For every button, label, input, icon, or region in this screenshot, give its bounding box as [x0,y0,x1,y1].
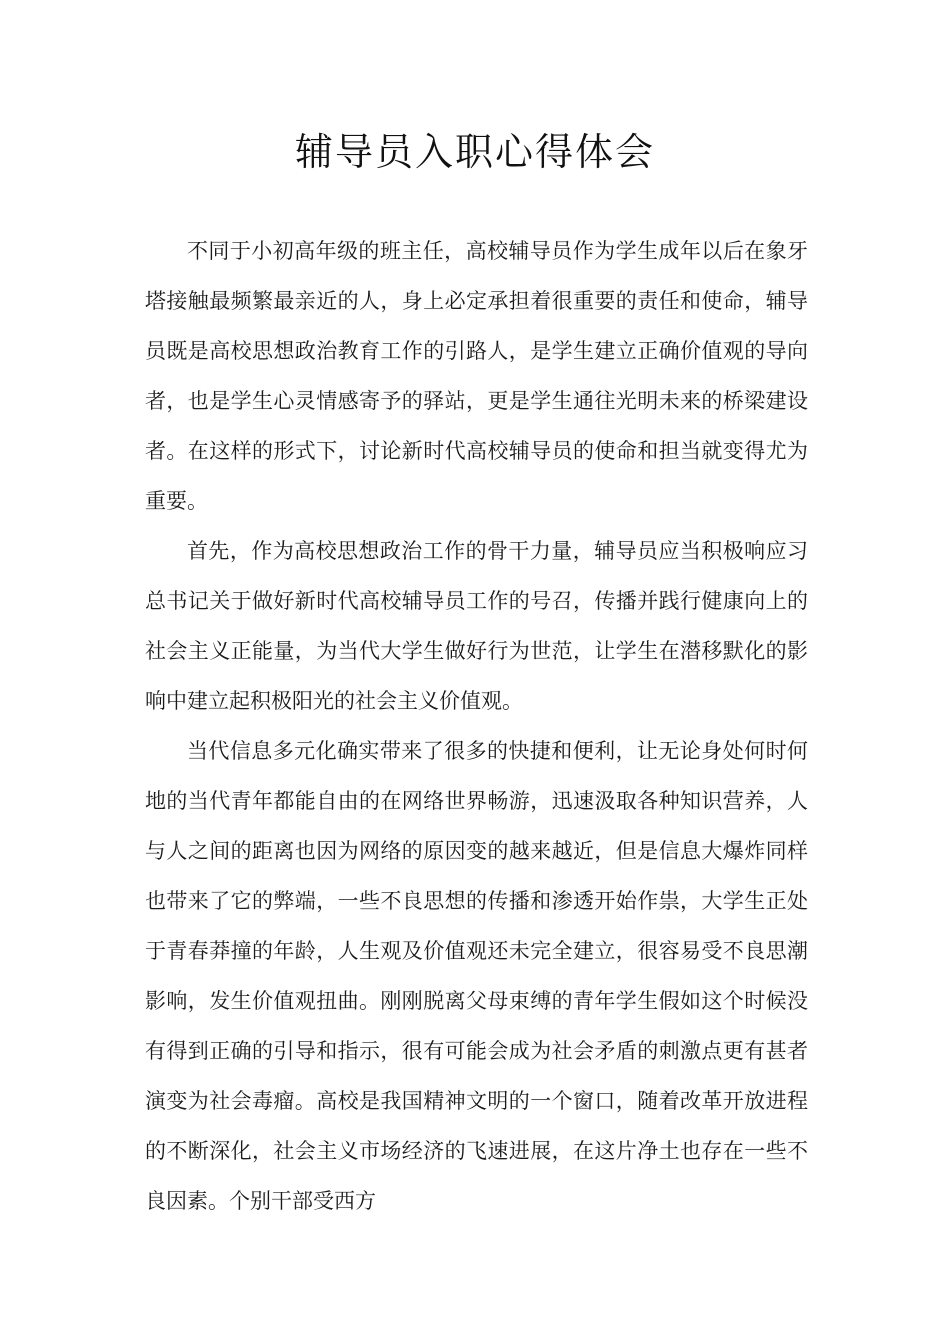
document-body [145,226,808,1226]
paragraph-3: 当代信息多元化确实带来了很多的快捷和便利，让无论身处何时何地的当代青年都能自由的在网络世界畅游，迅速汲取各种知识营养，人与人之间的距离也因为网络的原因变的越来越近，但是信息大爆炸同样也带来了它的弊端，一些不良思想的传播和渗透开始作祟，大学生正处于青春莽撞的年龄，人生观及价值观还未完全建立，很容易受不良思潮影响，发生价值观扭曲。刚刚脱离父母束缚的青年学生假如这个时候没有得到正确的引导和指示，很有可能会成为社会矛盾的刺激点更有甚者演变为社会毒瘤。高校是我国精神文明的一个窗口，随着改革开放进程的不断深化，社会主义市场经济的飞速进展，在这片净土也存在一些不良因素。个别干部受西方 [145,739,808,1213]
document-title: 辅导员入职心得体会 [294,130,655,174]
paragraph-2: 首先，作为高校思想政治工作的骨干力量，辅导员应当积极响应习总书记关于做好新时代高校辅导员工作的号召，传播并践行健康向上的社会主义正能量，为当代大学生做好行为世范，让学生在潜移默化的影响中建立起积极阳光的社会主义价值观。 [145,539,808,713]
paragraph-1: 不同于小初高年级的班主任，高校辅导员作为学生成年以后在象牙塔接触最频繁最亲近的人，身上必定承担着很重要的责任和使命，辅导员既是高校思想政治教育工作的引路人，是学生建立正确价值观的导向者，也是学生心灵情感寄予的驿站，更是学生通往光明未来的桥梁建设者。在这样的形式下，讨论新时代高校辅导员的使命和担当就变得尤为重要。 [145,239,808,513]
